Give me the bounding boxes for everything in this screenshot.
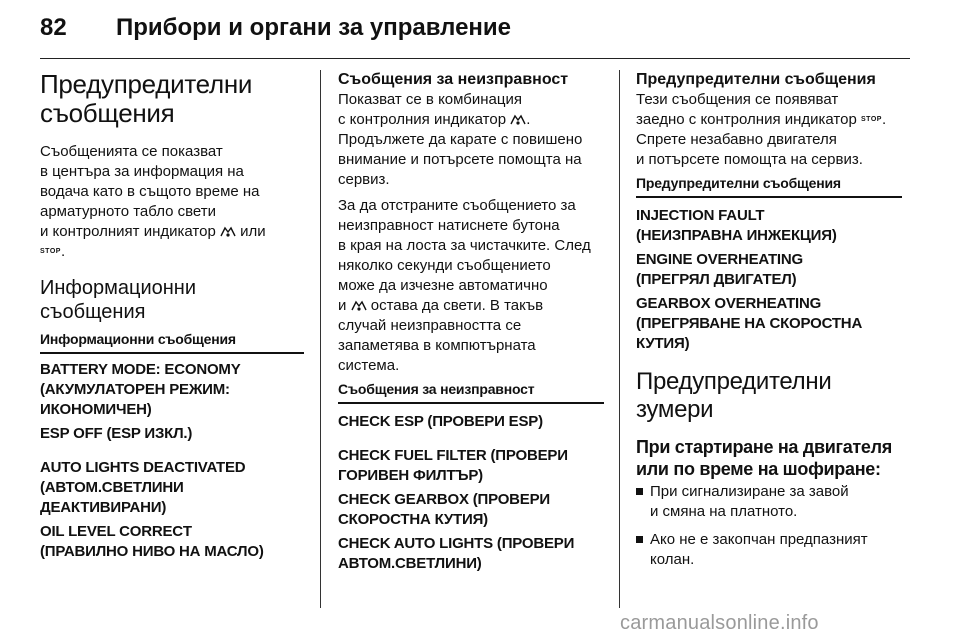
text-line: ENGINE OVERHEATING [636,251,803,268]
message-check-auto-lights [338,534,604,574]
wrench-car-icon [510,114,526,126]
text-span: с контролния индикатор [338,111,507,128]
text-line: (ПРАВИЛНО НИВО НА МАСЛО) [40,543,264,560]
fault-messages-heading: Съобщения за неизправност [338,71,569,88]
column-3 [636,70,902,570]
warning-paragraph [636,90,902,170]
heading-line: Предупредителни [40,69,253,99]
text-line: (ПРЕГРЯЛ ДВИГАТЕЛ) [636,271,797,288]
column-2 [338,70,604,574]
message-injection-fault [636,206,902,246]
text-line: КУТИЯ) [636,335,690,352]
text-line: колан. [650,551,695,568]
warning-messages-heading: Предупредителни съобщения [636,71,876,88]
text-line: CHECK AUTO LIGHTS (ПРОВЕРИ [338,535,575,552]
text-line: (НЕИЗПРАВНА ИНЖЕКЦИЯ) [636,227,837,244]
text-line: Показват се в комбинация [338,91,522,108]
page-header [40,0,910,58]
text-line: AUTO LIGHTS DEACTIVATED [40,459,246,476]
text-line: Тези съобщения се появяват [636,91,839,108]
text-line: запаметява в компютърната [338,337,536,354]
text-line: ДЕАКТИВИРАНИ) [40,499,167,516]
text-line: Ако не е закопчан предпазният [650,531,868,548]
text-line: сервиз. [338,171,390,188]
fault-messages-subheading: Съобщения за неизправност [338,380,604,404]
message-battery-mode [40,360,304,420]
text-line: в центъра за информация на [40,163,244,180]
text-line: Съобщенията се показват [40,143,223,160]
text-line: с контролния индикатор . [338,111,531,128]
buzzers-list [636,482,902,570]
wrench-car-icon [351,300,367,312]
text-line: или по време на шофиране: [636,459,881,479]
info-messages-subheading: Информационни съобщения [40,330,304,354]
text-line: INJECTION FAULT [636,207,765,224]
text-line: заедно с контролния индикатор STOP. [636,111,887,128]
text-line: и потърсете помощта на сервиз. [636,151,863,168]
text-line [40,222,304,242]
fault-paragraph-2 [338,196,604,376]
text-line: CHECK GEARBOX (ПРОВЕРИ [338,491,550,508]
text-line: OIL LEVEL CORRECT [40,523,192,540]
text-line: случай неизправността се [338,317,522,334]
text-span: остава да свети. В такъв [370,297,544,314]
message-check-fuel-filter [338,446,604,486]
wrench-car-icon [220,226,236,238]
stop-icon: STOP [40,248,61,256]
text-line: Спрете незабавно двигателя [636,131,837,148]
stop-icon: STOP [861,116,882,124]
text-line: BATTERY MODE: ECONOMY [40,361,241,378]
heading-line: Предупредителни [636,368,832,395]
bullet-icon [636,536,643,543]
page-title: Прибори и органи за управление [116,14,512,41]
text-span: заедно с контролния индикатор [636,111,857,128]
text-line: арматурното табло свети [40,203,217,220]
fault-paragraph-1 [338,90,604,190]
message-auto-lights [40,458,304,518]
text-line: (АКУМУЛАТОРЕН РЕЖИМ: [40,381,230,398]
text-span: и контролният индикатор [40,223,216,240]
text-line [338,296,604,316]
text-line: (АВТОМ.СВЕТЛИНИ [40,479,184,496]
message-gearbox-overheating [636,294,902,354]
text-line: система. [338,357,400,374]
message-oil-level [40,522,304,562]
warning-messages-subheading: Предупредителни съобщения [636,174,902,198]
message-check-esp: CHECK ESP (ПРОВЕРИ ESP) [338,413,543,430]
text-line: (ПРЕГРЯВАНЕ НА СКОРОСТНА [636,315,863,332]
text-line: При сигнализиране за завой [650,483,849,500]
section-heading-warning-messages [40,70,304,128]
text-line: STOP. [40,243,66,260]
column-divider [320,70,321,608]
text-line: АВТОМ.СВЕТЛИНИ) [338,555,482,572]
text-line: може да изчезне автоматично [338,277,548,294]
info-messages-heading: Информационни съобщения [40,277,197,323]
text-line: CHECK FUEL FILTER (ПРОВЕРИ [338,447,568,464]
message-check-gearbox [338,490,604,530]
bullet-icon [636,488,643,495]
text-span: или [240,223,266,240]
text-line: и смяна на платното. [650,503,798,520]
text-line: Продължете да карате с повишено [338,131,583,148]
text-line: GEARBOX OVERHEATING [636,295,822,312]
text-line: ИКОНОМИЧЕН) [40,401,152,418]
list-item [636,530,902,570]
intro-paragraph [40,142,304,262]
text-line: в края на лоста за чистачките. След [338,237,591,254]
text-line: За да отстраните съобщението за [338,197,576,214]
text-line: При стартиране на двигателя [636,437,892,457]
text-line: СКОРОСТНА КУТИЯ) [338,511,488,528]
message-engine-overheating [636,250,902,290]
column-1 [40,70,304,562]
list-item [636,482,902,522]
buzzers-subheading [636,436,902,480]
page-number: 82 [40,14,67,41]
watermark: carmanualsonline.info [620,612,819,634]
message-esp-off: ESP OFF (ESP ИЗКЛ.) [40,425,193,442]
column-divider [619,70,620,608]
text-span: и [338,297,347,314]
text-line: няколко секунди съобщението [338,257,551,274]
text-line: ГОРИВЕН ФИЛТЪР) [338,467,483,484]
heading-line: съобщения [40,98,175,128]
heading-line: зумери [636,396,714,423]
text-line: внимание и потърсете помощта на [338,151,582,168]
header-divider [40,58,910,59]
text-line: водача като в същото време на [40,183,260,200]
text-line: неизправност натиснете бутона [338,217,560,234]
warning-buzzers-heading [636,368,902,424]
